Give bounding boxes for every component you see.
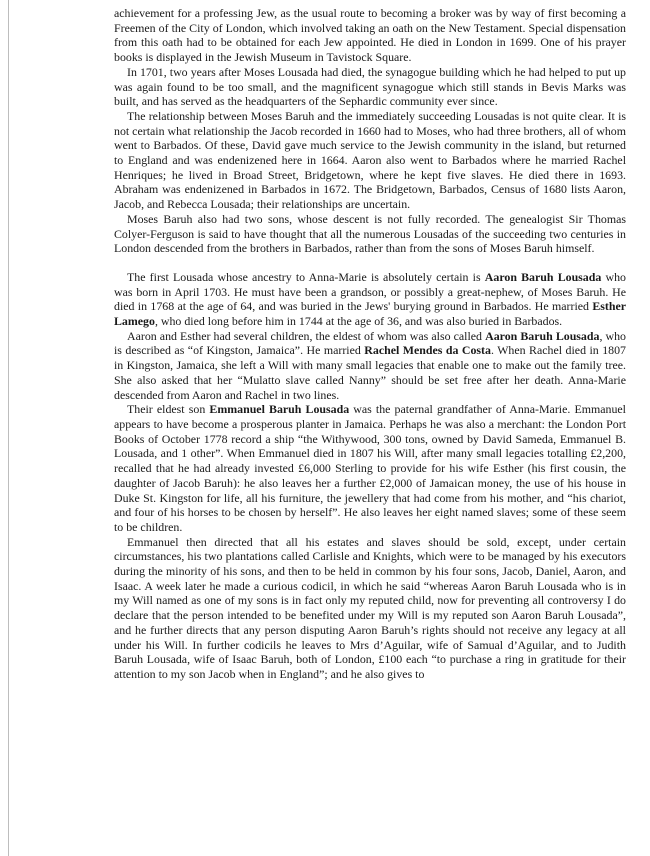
text-run: . When Rachel died in 1807 in Kingston, Jamaica, she left a Will with many small legacies that enable one to make out the family tree. She also asked that her “Mulatto slave called Nanny” should be set free after her death. Anna-Marie descended from Aaron and Rachel in two lines.	[114, 343, 626, 402]
body-paragraph	[114, 109, 626, 212]
bold-name: Aaron Baruh Lousada	[484, 269, 602, 284]
body-paragraph	[114, 329, 626, 403]
text-run: Their eldest son	[127, 402, 210, 417]
text-run: Emmanuel then directed that all his estates and slaves should be sold, except, under certain circumstances, his two plantations called Carlisle and Knights, which were to be managed by his executors during the minority of his sons, and then to be held in common by his four sons, Jacob, Daniel, Aaron, and Isaac. A week later he made a curious codicil, in which he said “whereas Aaron Baruh Lousada who is in my Will named as one of my sons is in fact only my reputed child, now for preventing all controversy I do declare that the person intended to be benefited under my Will is my reputed son Aaron Baruh Lousada”, and he further directs that any person disputing Aaron Baruh’s rights should not receive any legacy at all under his Will. In further codicils he leaves to Mrs d’Aguilar, wife of Samual d’Aguilar, and to Judith Baruh Lousada, wife of Isaac Baruh, both of London, £100 each “to purchase a ring in gratitude for their attention to my son Jacob when in England”; and he also gives to	[114, 534, 626, 681]
body-paragraph	[114, 535, 626, 682]
text-run: Aaron and Esther had several children, the eldest of whom was also called	[127, 328, 486, 343]
text-run: The relationship between Moses Baruh and the immediately succeeding Lousadas is not quite clear. It is not certain what relationship the Jacob recorded in 1660 had to Moses, who had three brothers, all of whom went to Barbados. Of these, David gave much service to the Jewish community in the island, but returned to England and was endenizened here in 1664. Aaron also went to Barbados where he married Rachel Henriques; he lived in Broad Street, Bridgetown, where he kept five slaves. He died there in 1693. Abraham was endenizened in Barbados in 1672. The Bridgetown, Barbados, Census of 1680 lists Aaron, Jacob, and Rebecca Lousada; their relationships are uncertain.	[114, 108, 626, 212]
body-paragraph	[114, 65, 626, 109]
paragraph-spacer	[114, 256, 626, 270]
text-run: , who died long before him in 1744 at the age of 36, and was also buried in Barbados.	[154, 314, 563, 329]
bold-name: Aaron Baruh Lousada	[485, 328, 600, 343]
text-run: achievement for a professing Jew, as the usual route to becoming a broker was by way of first becoming a Freemen of the City of London, which involved taking an oath on the New Testament. Special dispensation from this oath had to be obtained for each Jew appointed. He died in London in 1699. One of his prayer books is displayed in the Jewish Museum in Tavistock Square.	[114, 6, 626, 65]
body-paragraph	[114, 6, 626, 65]
bold-name: Esther Lamego	[114, 299, 626, 329]
body-paragraph	[114, 212, 626, 256]
body-paragraph	[114, 402, 626, 534]
document-page	[114, 6, 626, 682]
text-run: In 1701, two years after Moses Lousada had died, the synagogue building which he had helped to put up was again found to be too small, and the magnificent synagogue which still stands in Bevis Marks was built, and has served as the headquarters of the Sephardic community ever since.	[114, 64, 626, 109]
text-run: , who is described as “of Kingston, Jamaica”. He married	[114, 328, 626, 358]
page-edge-divider	[8, 0, 9, 856]
text-run: who was born in April 1703. He must have been a grandson, or possibly a great-nephew, of Moses Baruh. He died in 1768 at the age of 64, and was buried in the Jews' burying ground in Barbados. He married	[114, 269, 626, 314]
text-run: The first Lousada whose ancestry to Anna-Marie is absolutely certain is	[127, 269, 485, 284]
text-run: Moses Baruh also had two sons, whose descent is not fully recorded. The genealogist Sir Thomas Colyer-Ferguson is said to have thought that all the numerous Lousadas of the succeeding two centuries in London descended from the brothers in Barbados, rather than from the sons of Moses Baruh himself.	[114, 211, 626, 256]
text-run: was the paternal grandfather of Anna-Marie. Emmanuel appears to have become a prosperous planter in Jamaica. Perhaps he was also a merchant: the London Port Books of October 1778 record a ship “the Withywood, 300 tons, owned by David Sameda, Emmanuel B. Lousada, and 1 other”. When Emmanuel died in 1807 his Will, after many small legacies totalling £2,200, recalled that he had already invested £6,000 Sterling to provide for his wife Esther (his first cousin, the daughter of Jacob Baruh): he also leaves her a further £2,000 of Jamaican money, the use of his house in Duke St. Kingston for life, all his furniture, the jewellery that had come from his mother, and “his chariot, and four of his horses to be chosen by herself”. He also leaves her eight named slaves; some of these seem to be children.	[114, 402, 626, 534]
bold-name: Rachel Mendes da Costa	[364, 343, 491, 358]
bold-name: Emmanuel Baruh Lousada	[209, 402, 350, 417]
body-paragraph	[114, 270, 626, 329]
